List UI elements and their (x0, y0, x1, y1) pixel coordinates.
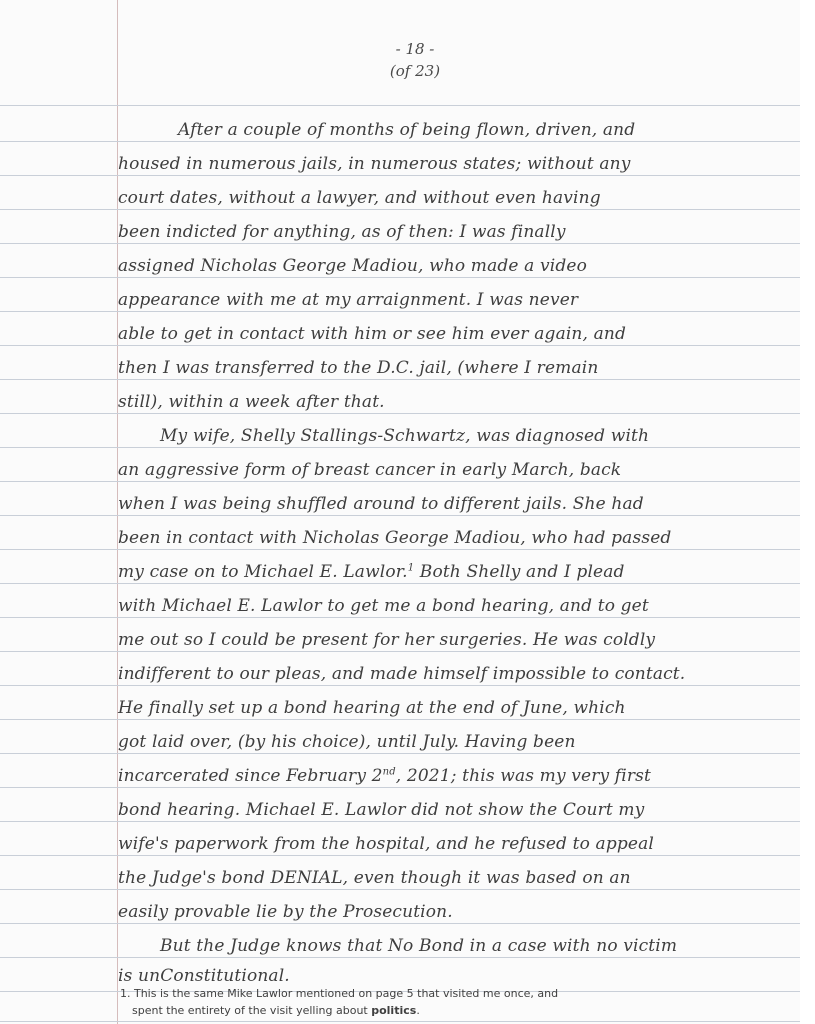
ruled-line (0, 549, 800, 550)
footnote-text: . (416, 1004, 420, 1017)
text-line: wife's paperwork from the hospital, and he refused to appeal (118, 834, 654, 854)
page-count: (of 23) (389, 62, 441, 80)
text-line: indifferent to our pleas, and made himself impossible to contact. (118, 664, 686, 684)
text-line: been indicted for anything, as of then: I was finally (118, 222, 566, 242)
ruled-line (0, 889, 800, 890)
ruled-line (0, 515, 800, 516)
text-segment: , 2021; this was my very first (395, 766, 651, 786)
footnote-line (132, 1004, 420, 1018)
text-line: But the Judge knows that No Bond in a case with no victim (160, 936, 678, 956)
text-line: with Michael E. Lawlor to get me a bond hearing, and to get (118, 596, 649, 616)
ruled-line (0, 175, 800, 176)
ruled-line (0, 923, 800, 924)
footnote-emphasis: politics (371, 1004, 417, 1017)
ruled-line (0, 141, 800, 142)
text-line: is unConstitutional. (118, 966, 290, 986)
ruled-line (0, 583, 800, 584)
text-line: My wife, Shelly Stallings-Schwartz, was diagnosed with (160, 426, 650, 446)
ruled-line (0, 447, 800, 448)
text-line: After a couple of months of being flown, driven, and (178, 120, 636, 140)
ruled-line (0, 753, 800, 754)
ruled-line (0, 719, 800, 720)
text-line: He finally set up a bond hearing at the end of June, which (118, 698, 626, 718)
text-line: the Judge's bond DENIAL, even though it was based on an (118, 868, 631, 888)
ruled-line (0, 617, 800, 618)
text-line: then I was transferred to the D.C. jail, (where I remain (118, 358, 599, 378)
ruled-line (0, 311, 800, 312)
text-line: easily provable lie by the Prosecution. (118, 902, 453, 922)
text-line: me out so I could be present for her surgeries. He was coldly (118, 630, 656, 650)
text-line: appearance with me at my arraignment. I was never (118, 290, 579, 310)
ruled-line (0, 481, 800, 482)
text-line: housed in numerous jails, in numerous states; without any (118, 154, 631, 174)
ruled-line (0, 105, 800, 106)
text-line (118, 766, 651, 786)
ruled-line (0, 787, 800, 788)
text-line (118, 562, 625, 582)
footnote-line: 1. This is the same Mike Lawlor mentioned on page 5 that visited me once, and (120, 987, 559, 1000)
text-line: been in contact with Nicholas George Madiou, who had passed (118, 528, 672, 548)
ruled-line (0, 685, 800, 686)
ruled-line (0, 1021, 800, 1022)
ruled-line (0, 209, 800, 210)
text-line: an aggressive form of breast cancer in early March, back (118, 460, 622, 480)
ruled-line (0, 957, 800, 958)
footnote-marker: 1 (407, 562, 415, 574)
ruled-line (0, 651, 800, 652)
page-number: - 18 - (395, 40, 435, 58)
text-segment: Both Shelly and I plead (419, 562, 625, 582)
text-line: able to get in contact with him or see him ever again, and (118, 324, 627, 344)
text-line: assigned Nicholas George Madiou, who made a video (118, 256, 587, 276)
ruled-line (0, 243, 800, 244)
ruled-line (0, 413, 800, 414)
text-line: bond hearing. Michael E. Lawlor did not show the Court my (118, 800, 645, 820)
ruled-line (0, 277, 800, 278)
ruled-line (0, 821, 800, 822)
ordinal-suffix: nd (382, 766, 396, 778)
text-line: when I was being shuffled around to different jails. She had (118, 494, 644, 514)
ruled-line (0, 379, 800, 380)
footnote-text: spent the entirety of the visit yelling about (132, 1004, 368, 1017)
ruled-line (0, 345, 800, 346)
text-segment: my case on to Michael E. Lawlor. (118, 562, 408, 582)
text-line: got laid over, (by his choice), until July. Having been (118, 732, 576, 752)
text-line: still), within a week after that. (118, 392, 385, 412)
text-segment: incarcerated since February 2 (118, 766, 383, 786)
text-line: court dates, without a lawyer, and without even having (118, 188, 601, 208)
ruled-line (0, 855, 800, 856)
